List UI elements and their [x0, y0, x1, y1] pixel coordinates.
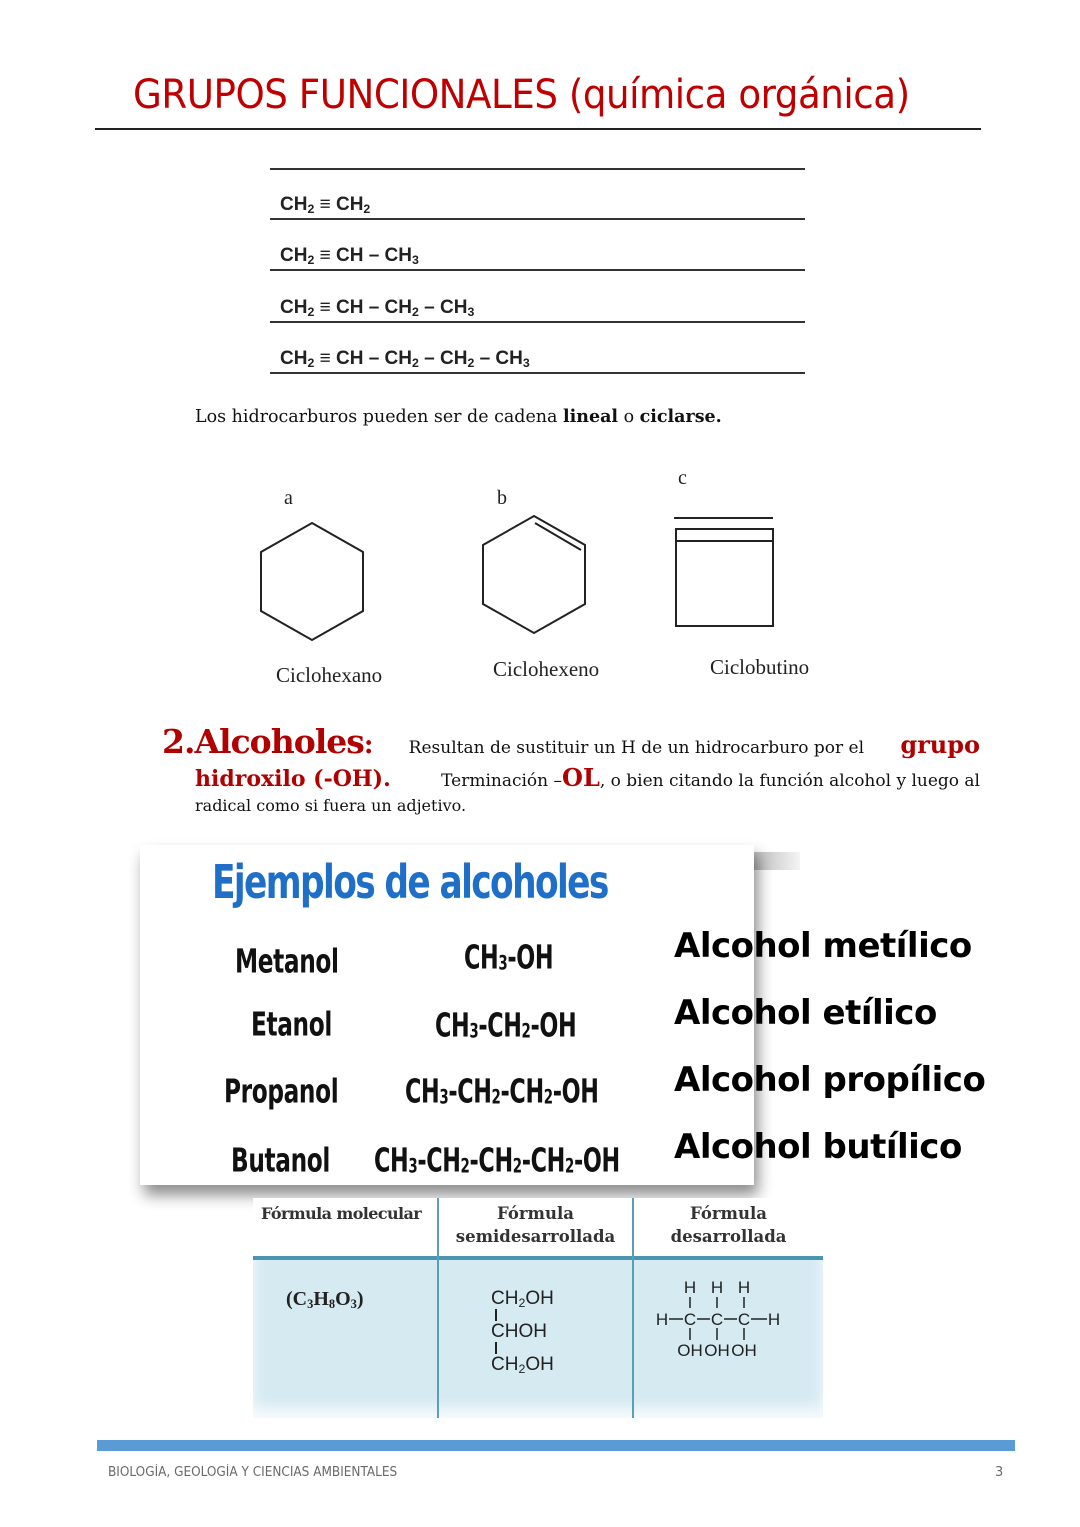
- section-heading: Alcoholes: [194, 722, 364, 761]
- cyclohexane-hexagon-icon: [261, 523, 363, 640]
- alkyne-row: [270, 220, 805, 271]
- alkyne-row: [270, 170, 805, 220]
- section-text: Resultan de sustituir un H de un hidrocarburo por el: [408, 738, 865, 758]
- alcohol-name: Butanol: [231, 1142, 330, 1180]
- svg-text:H: H: [710, 1278, 724, 1297]
- alkyne-row: [270, 323, 805, 374]
- svg-text:H: H: [737, 1278, 751, 1297]
- highlight-term: grupo: [900, 730, 980, 759]
- alkyne-row: [270, 271, 805, 323]
- svg-text:H: H: [767, 1310, 781, 1329]
- column-header: Fórmula desarrollada: [670, 1204, 787, 1246]
- svg-text:C: C: [683, 1310, 697, 1329]
- footer-bar: [97, 1440, 1015, 1451]
- svg-text:OH: OH: [677, 1341, 703, 1358]
- title-divider: [95, 128, 981, 130]
- alcohol-examples-image: [140, 845, 754, 1185]
- figure-label-c: c: [678, 467, 687, 489]
- alcohol-formula: $CH_3-OH$: [464, 939, 554, 977]
- alkyne-formula: $CH_2$ ≡ CH – $CH_2 - CH_2 - CH_3$: [280, 348, 530, 371]
- examples-title: Ejemplos de alcoholes: [212, 855, 608, 909]
- alkyne-formula-table: [270, 168, 805, 374]
- figure-label-b: b: [497, 487, 507, 509]
- intro-paragraph: Los hidrocarburos pueden ser de cadena lineal o ciclarse.: [195, 406, 722, 427]
- alcohol-formula: $CH_3-CH_2-CH_2-CH_2-OH$: [374, 1142, 620, 1180]
- svg-text:OH: OH: [704, 1341, 730, 1358]
- alcohol-common-name: Alcohol propílico: [674, 1060, 986, 1100]
- svg-text:C: C: [737, 1310, 751, 1329]
- alcohol-formula: $CH_3-CH_2-OH$: [435, 1007, 577, 1045]
- glycerol-formula-table: [253, 1198, 823, 1420]
- alkyne-formula: $CH_2$ ≡ CH – $CH_3$: [280, 245, 419, 268]
- semi-developed-formula: $CH_2OH$ CHOH $CH_2OH$: [491, 1288, 554, 1377]
- bond-line: [495, 1342, 497, 1354]
- bond-line: [495, 1309, 497, 1321]
- alcohol-name: Propanol: [224, 1073, 339, 1111]
- svg-text:OH: OH: [731, 1341, 757, 1358]
- header-divider: [253, 1256, 823, 1260]
- section-text: radical como si fuera un adjetivo.: [195, 796, 467, 815]
- page-title: GRUPOS FUNCIONALES (química orgánica): [133, 72, 910, 118]
- alcohol-name: Etanol: [251, 1006, 332, 1044]
- alcohol-name: Metanol: [235, 943, 339, 981]
- alcohol-common-name: Alcohol butílico: [674, 1127, 962, 1167]
- highlight-term: hidroxilo (-OH).: [195, 766, 391, 792]
- alkyne-formula: $CH_2$ ≡ CH – $CH_2 - CH_3$: [280, 297, 475, 320]
- developed-formula-structure: [648, 1278, 798, 1358]
- svg-text:C: C: [710, 1310, 724, 1329]
- molecular-formula: $(C_3H_8O_3)$: [286, 1288, 364, 1312]
- image-shadow: [754, 852, 800, 870]
- cyclohexene-hexagon-icon: [483, 516, 585, 633]
- section-number: 2.: [162, 722, 195, 761]
- column-header: Fórmula molecular: [261, 1204, 422, 1223]
- cyclobutyne-square-icon: [674, 518, 773, 626]
- footer-subject: BIOLOGÍA, GEOLOGÍA Y CIENCIAS AMBIENTALES: [108, 1465, 398, 1480]
- figure-label-a: a: [284, 487, 293, 509]
- alcohol-formula: $CH_3-CH_2-CH_2-OH$: [405, 1073, 599, 1111]
- svg-text:H: H: [655, 1310, 669, 1329]
- figure-name-cyclobutyne: Ciclobutino: [710, 655, 810, 679]
- column-header: Fórmula semidesarrollada: [455, 1204, 616, 1246]
- suffix-ol: OL: [562, 763, 600, 792]
- alcohol-common-name: Alcohol etílico: [674, 993, 937, 1033]
- figure-name-cyclohexene: Ciclohexeno: [493, 657, 600, 681]
- svg-text:H: H: [683, 1278, 697, 1297]
- figure-name-cyclohexane: Ciclohexano: [276, 663, 383, 687]
- alkyne-formula: $CH_2 \equiv CH_2$: [280, 194, 371, 217]
- page-number: 3: [995, 1465, 1004, 1480]
- cyclic-hydrocarbon-diagrams: [240, 500, 840, 660]
- alcohol-common-name: Alcohol metílico: [674, 926, 972, 966]
- alcohols-section: 2.Alcoholes: Resultan de sustituir un H de un hidrocarburo por el grupo hidroxilo (-OH). Terminación –OL, o bien citando la función alcohol y luego al radical como si fuera un adjetivo.: [162, 722, 980, 815]
